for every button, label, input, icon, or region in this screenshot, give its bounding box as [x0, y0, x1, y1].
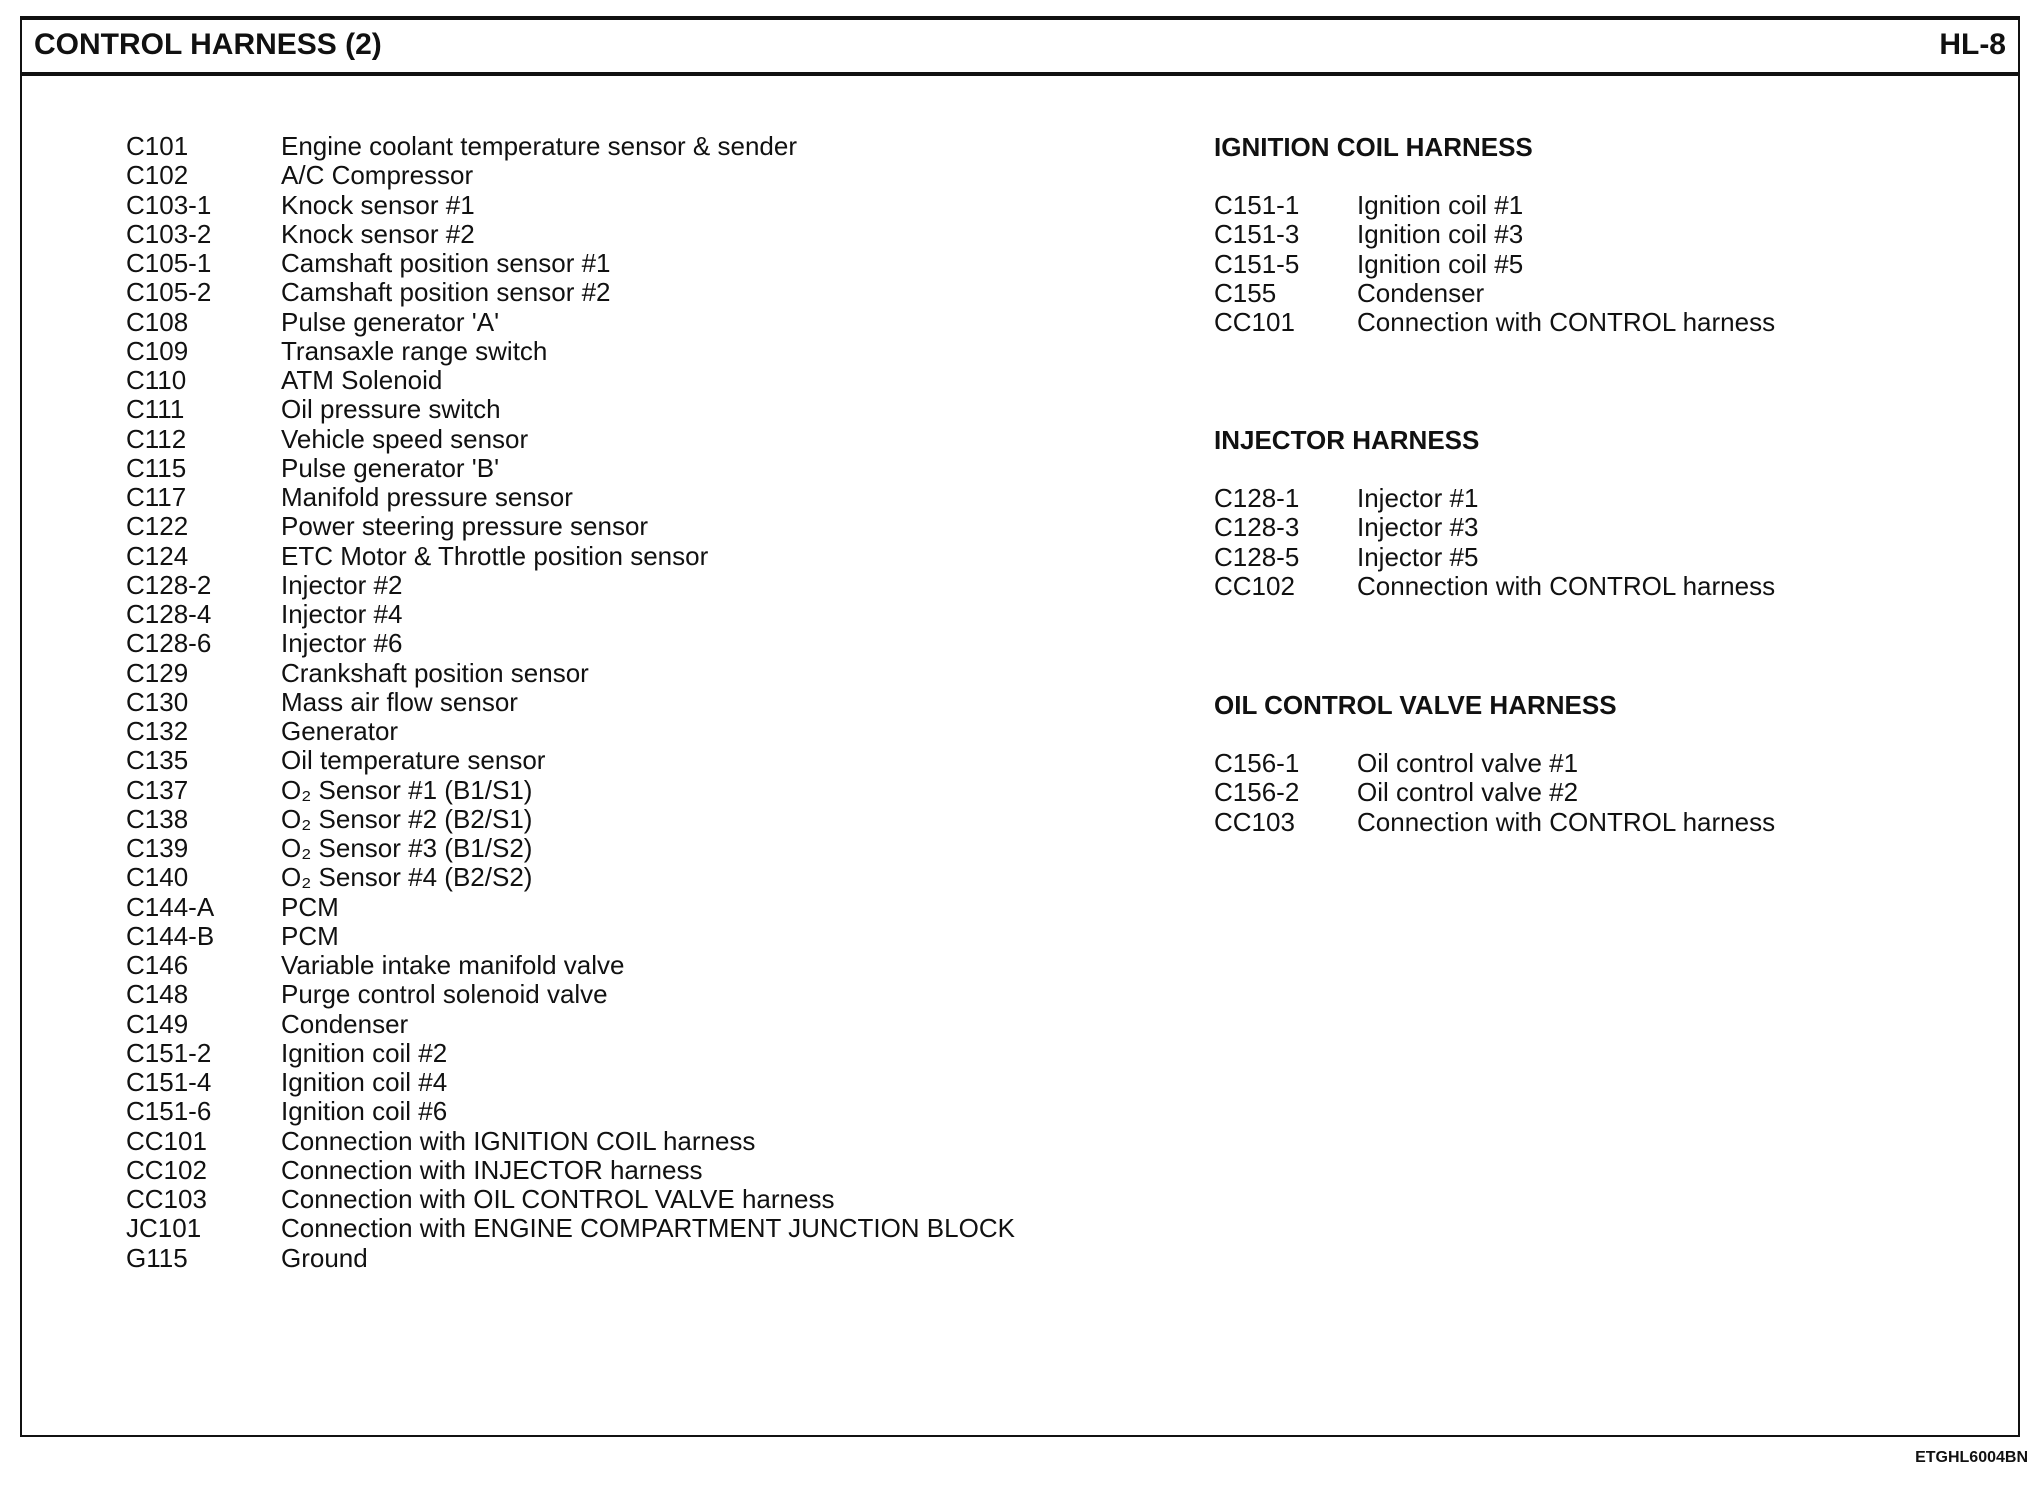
connector-description: Knock sensor #2	[281, 218, 475, 249]
connector-code: C129	[126, 657, 189, 688]
connector-code: CC101	[126, 1125, 207, 1156]
connector-code: C151-5	[1214, 248, 1300, 279]
connector-description: ETC Motor & Throttle position sensor	[281, 540, 709, 571]
page-header	[22, 20, 2018, 76]
connector-description: Connection with INJECTOR harness	[281, 1154, 703, 1185]
connector-description: Injector #3	[1357, 512, 1479, 543]
connector-code: C130	[126, 686, 189, 717]
connector-description: Ignition coil #4	[281, 1067, 448, 1097]
connector-code: C151-4	[126, 1067, 212, 1097]
connector-description: Connection with CONTROL harness	[1357, 570, 1776, 601]
connector-code: CC103	[126, 1184, 207, 1214]
connector-description: Knock sensor #1	[281, 189, 475, 220]
connector-description: Ignition coil #2	[281, 1037, 448, 1068]
connector-description: Pulse generator 'A'	[281, 306, 500, 337]
connector-code: C108	[126, 306, 189, 337]
connector-code: C110	[126, 365, 187, 395]
connector-description: O₂ Sensor #4 (B2/S2)	[281, 862, 533, 893]
connector-description: O₂ Sensor #1 (B1/S1)	[281, 774, 533, 805]
connector-description: Transaxle range switch	[281, 335, 548, 366]
section-heading: OIL CONTROL VALVE HARNESS	[1214, 690, 1617, 720]
connector-description: Condenser	[281, 1008, 409, 1039]
connector-description: Ignition coil #3	[1357, 219, 1524, 250]
connector-code: C151-3	[1214, 219, 1300, 250]
connector-description: Power steering pressure sensor	[281, 511, 649, 542]
connector-description: O₂ Sensor #2 (B2/S1)	[281, 803, 533, 834]
connector-description: Connection with OIL CONTROL VALVE harness	[281, 1184, 835, 1214]
connector-description: Camshaft position sensor #1	[281, 248, 611, 278]
connector-code: C156-1	[1214, 748, 1300, 778]
connector-description: Oil pressure switch	[281, 394, 501, 425]
connector-description: Injector #1	[1357, 483, 1479, 513]
connector-code: C156-2	[1214, 777, 1300, 808]
section-heading: IGNITION COIL HARNESS	[1214, 132, 1533, 162]
connector-code: C151-1	[1214, 190, 1300, 220]
connector-code: CC102	[1214, 570, 1295, 601]
connector-description: Mass air flow sensor	[281, 686, 518, 717]
connector-code: C124	[126, 540, 189, 571]
connector-description: Injector #4	[281, 599, 403, 629]
page-title: CONTROL HARNESS (2)	[34, 28, 382, 61]
connector-code: G115	[126, 1242, 188, 1273]
connector-description: Crankshaft position sensor	[281, 657, 589, 688]
connector-code: C155	[1214, 277, 1277, 308]
connector-description: Ignition coil #1	[1357, 190, 1524, 220]
connector-description: Camshaft position sensor #2	[281, 277, 611, 308]
connector-description: Ground	[281, 1242, 368, 1273]
connector-code: C102	[126, 160, 189, 191]
connector-code: C112	[126, 423, 187, 454]
connector-description: Purge control solenoid valve	[281, 979, 608, 1010]
connector-code: C144-B	[126, 920, 215, 951]
connector-code: C117	[126, 482, 187, 512]
connector-code: C128-1	[1214, 483, 1300, 513]
connector-code: C128-6	[126, 628, 212, 659]
connector-code: C135	[126, 745, 189, 776]
connector-code: C149	[126, 1008, 189, 1039]
connector-code: C151-6	[126, 1096, 212, 1127]
connector-description: Injector #2	[281, 569, 403, 600]
connector-description: A/C Compressor	[281, 160, 474, 191]
connector-code: C144-A	[126, 891, 215, 922]
connector-code: C115	[126, 452, 187, 483]
connector-code: C151-2	[126, 1037, 212, 1068]
figure-reference: ETGHL6004BN	[1915, 1449, 2028, 1466]
connector-code: C128-3	[1214, 512, 1300, 543]
connector-code: C111	[126, 394, 185, 425]
connector-code: C109	[126, 335, 189, 366]
connector-description: Pulse generator 'B'	[281, 452, 500, 483]
connector-description: Oil control valve #1	[1357, 748, 1579, 778]
connector-description: Oil temperature sensor	[281, 745, 546, 776]
connector-description: Connection with IGNITION COIL harness	[281, 1125, 756, 1156]
connector-code: CC103	[1214, 806, 1295, 837]
connector-code: JC101	[126, 1213, 202, 1244]
connector-code: CC101	[1214, 307, 1295, 337]
connector-code: C103-2	[126, 218, 212, 249]
connector-code: C146	[126, 950, 189, 980]
connector-description: Connection with CONTROL harness	[1357, 307, 1776, 337]
connector-description: Condenser	[1357, 277, 1485, 308]
connector-code: C105-1	[126, 248, 212, 278]
connector-description: Vehicle speed sensor	[281, 423, 529, 454]
connector-description: PCM	[281, 920, 339, 951]
connector-description: Connection with CONTROL harness	[1357, 806, 1776, 837]
connector-code: C128-2	[126, 569, 212, 600]
connector-description: Generator	[281, 716, 399, 746]
connector-code: C122	[126, 511, 189, 542]
connector-description: Ignition coil #6	[281, 1096, 448, 1127]
connector-code: C132	[126, 716, 189, 746]
connector-description: Injector #6	[281, 628, 403, 659]
connector-code: CC102	[126, 1154, 207, 1185]
connector-description: O₂ Sensor #3 (B1/S2)	[281, 833, 533, 863]
section-heading: INJECTOR HARNESS	[1214, 425, 1480, 455]
connector-description: Oil control valve #2	[1357, 777, 1579, 808]
connector-code: C128-4	[126, 599, 212, 629]
connector-code: C128-5	[1214, 541, 1300, 572]
connector-description: Connection with ENGINE COMPARTMENT JUNCTION BLOCK	[281, 1213, 1015, 1244]
connector-code: C140	[126, 862, 189, 893]
connector-code: C148	[126, 979, 189, 1010]
page-number: HL-8	[1939, 28, 2006, 61]
connector-code: C139	[126, 833, 189, 863]
connector-code: C103-1	[126, 189, 212, 220]
connector-description: Manifold pressure sensor	[281, 482, 573, 512]
connector-description: ATM Solenoid	[281, 365, 443, 395]
connector-code: C105-2	[126, 277, 212, 308]
connector-description: Engine coolant temperature sensor & sender	[281, 131, 797, 161]
connector-code: C137	[126, 774, 189, 805]
connector-code: C138	[126, 803, 189, 834]
connector-description: Injector #5	[1357, 541, 1479, 572]
connector-description: PCM	[281, 891, 339, 922]
connector-description: Variable intake manifold valve	[281, 950, 625, 980]
connector-description: Ignition coil #5	[1357, 248, 1524, 279]
connector-code: C101	[126, 131, 189, 161]
